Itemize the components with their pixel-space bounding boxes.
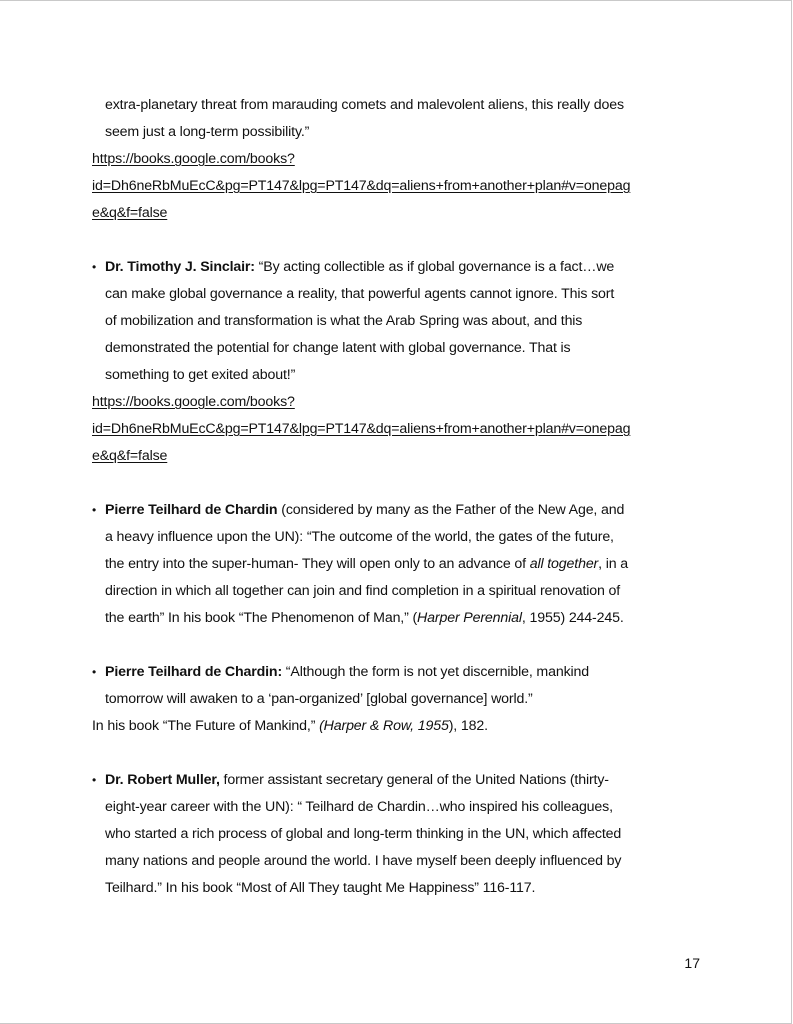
bullet-icon: • — [92, 260, 97, 274]
quote-entry-chardin-1 — [92, 497, 704, 632]
citation-text: In his book “The Future of Mankind,” — [92, 718, 320, 734]
quote-text-line: a heavy influence upon the UN): “The outcome of the world, the gates of the future, — [105, 529, 614, 545]
quote-text: (considered by many as the Father of the New Age, and — [277, 502, 625, 518]
quote-text-line: tomorrow will awaken to a ‘pan-organized’ [global governance] world.” — [105, 691, 533, 707]
quote-text-line: who started a rich process of global and long-term thinking in the UN, which affected — [105, 826, 622, 842]
quote-text-line: Teilhard.” In his book “Most of All They taught Me Happiness” 116-117. — [105, 880, 536, 896]
quote-text-line: direction in which all together can join and find completion in a spiritual renovation of — [105, 583, 621, 599]
quote-author: Dr. Robert Muller, — [105, 772, 220, 788]
quote-text-line: of mobilization and transformation is what the Arab Spring was about, and this — [105, 313, 583, 329]
page-number: 17 — [684, 955, 700, 971]
quote-author: Dr. Timothy J. Sinclair: — [105, 259, 255, 275]
bullet-icon: • — [92, 503, 97, 517]
quote-text-line: can make global governance a reality, that powerful agents cannot ignore. This sort — [105, 286, 615, 302]
citation-line — [92, 713, 704, 740]
quote-entry-sinclair — [92, 254, 704, 470]
paragraph-gap — [92, 740, 704, 767]
quote-text: “By acting collectible as if global governance is a fact…we — [254, 259, 615, 275]
quote-continuation — [92, 92, 704, 227]
quote-first-line — [92, 659, 704, 686]
quote-text-line: eight-year career with the UN): “ Teilhard de Chardin…who inspired his colleagues, — [105, 799, 613, 815]
quote-text-line: demonstrated the potential for change latent with global governance. That is — [105, 340, 571, 356]
bullet-icon: • — [92, 773, 97, 787]
quote-entry-chardin-2 — [92, 659, 704, 740]
source-link[interactable] — [92, 389, 704, 470]
paragraph-gap — [92, 632, 704, 659]
quote-text: , in a — [598, 556, 628, 572]
source-link-line[interactable]: https://books.google.com/books? — [92, 394, 295, 410]
source-link-line[interactable]: e&q&f=false — [92, 448, 168, 464]
quote-text-line — [92, 605, 704, 632]
quote-entry-muller — [92, 767, 704, 902]
quote-emphasis: all together — [529, 556, 599, 572]
paragraph-gap — [92, 470, 704, 497]
source-link-line[interactable]: id=Dh6neRbMuEcC&pg=PT147&lpg=PT147&dq=aliens+from+another+plan#v=onepag — [92, 421, 631, 437]
quote-text: , 1955) 244-245. — [521, 610, 624, 626]
quote-author: Pierre Teilhard de Chardin: — [105, 664, 283, 680]
quote-text-line: extra-planetary threat from marauding comets and malevolent aliens, this really does — [105, 97, 624, 113]
quote-text-line: something to get exited about!” — [105, 367, 296, 383]
quote-text-line — [92, 551, 704, 578]
publisher-name: (Harper & Row, 1955 — [319, 718, 449, 734]
quote-first-line — [92, 254, 704, 281]
quote-text: former assistant secretary general of the United Nations (thirty- — [219, 772, 609, 788]
quote-text: the earth” In his book “The Phenomenon of Man,” ( — [105, 610, 418, 626]
quote-first-line — [92, 497, 704, 524]
source-link-line[interactable]: id=Dh6neRbMuEcC&pg=PT147&lpg=PT147&dq=aliens+from+another+plan#v=onepag — [92, 178, 631, 194]
source-link[interactable] — [92, 146, 704, 227]
source-link-line[interactable]: https://books.google.com/books? — [92, 151, 295, 167]
paragraph-gap — [92, 227, 704, 254]
quote-author: Pierre Teilhard de Chardin — [105, 502, 278, 518]
citation-text: ), 182. — [448, 718, 488, 734]
quote-text: “Although the form is not yet discernible, mankind — [282, 664, 590, 680]
quote-text-line: many nations and people around the world. I have myself been deeply influenced by — [105, 853, 622, 869]
page-body — [92, 92, 704, 902]
publisher-name: Harper Perennial — [417, 610, 522, 626]
quote-text: the entry into the super-human- They will open only to an advance of — [105, 556, 530, 572]
source-link-line[interactable]: e&q&f=false — [92, 205, 168, 221]
quote-text-line: seem just a long-term possibility.” — [105, 124, 310, 140]
quote-first-line — [92, 767, 704, 794]
bullet-icon: • — [92, 665, 97, 679]
